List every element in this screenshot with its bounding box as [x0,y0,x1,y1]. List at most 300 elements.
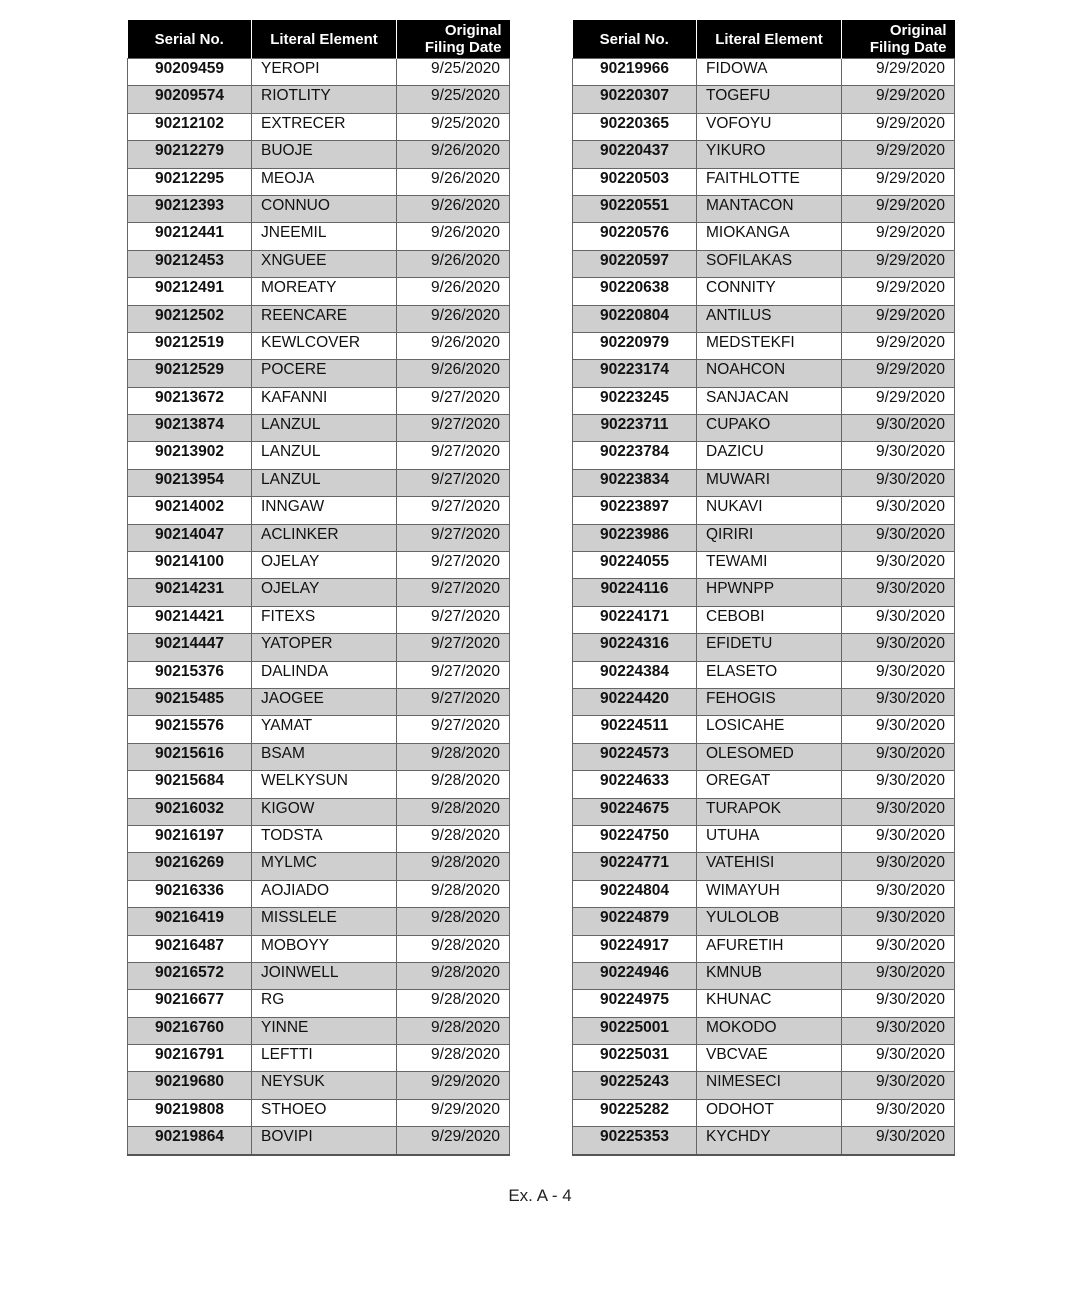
serial-number-cell: 90225282 [573,1099,697,1126]
filing-date-cell: 9/28/2020 [397,798,510,825]
serial-number-cell: 90220597 [573,250,697,277]
serial-number-cell: 90223784 [573,442,697,469]
literal-element-cell: MYLMC [252,853,397,880]
filing-date-cell: 9/30/2020 [842,1099,955,1126]
serial-number-cell: 90214002 [128,497,252,524]
table-row [128,250,510,277]
table-row [128,223,510,250]
literal-element-cell: LANZUL [252,415,397,442]
filing-date-cell: 9/30/2020 [842,688,955,715]
serial-number-cell: 90214100 [128,552,252,579]
filing-date-cell: 9/29/2020 [397,1127,510,1155]
serial-number-cell: 90213874 [128,415,252,442]
literal-element-cell: NOAHCON [697,360,842,387]
literal-element-cell: LOSICAHE [697,716,842,743]
literal-element-cell: POCERE [252,360,397,387]
table-row [128,86,510,113]
literal-element-cell: FIDOWA [697,59,842,86]
literal-element-cell: AOJIADO [252,880,397,907]
serial-number-cell: 90224384 [573,661,697,688]
table-row [128,1072,510,1099]
serial-number-cell: 90224055 [573,552,697,579]
filing-date-cell: 9/26/2020 [397,223,510,250]
serial-number-cell: 90220804 [573,305,697,332]
literal-element-cell: TEWAMI [697,552,842,579]
filing-date-cell: 9/27/2020 [397,606,510,633]
literal-element-cell: YINNE [252,1017,397,1044]
table-row [573,1072,955,1099]
serial-number-cell: 90212491 [128,278,252,305]
serial-number-cell: 90216677 [128,990,252,1017]
filing-date-cell: 9/30/2020 [842,825,955,852]
filing-date-cell: 9/29/2020 [842,113,955,140]
serial-number-cell: 90215485 [128,688,252,715]
serial-number-cell: 90224675 [573,798,697,825]
table-row [128,552,510,579]
table-row [573,962,955,989]
literal-element-cell: KAFANNI [252,387,397,414]
literal-element-cell: RG [252,990,397,1017]
literal-element-cell: YAMAT [252,716,397,743]
literal-element-cell: VOFOYU [697,113,842,140]
table-row [128,634,510,661]
filing-date-cell: 9/30/2020 [842,497,955,524]
literal-element-cell: KEWLCOVER [252,332,397,359]
literal-element-header: Literal Element [697,20,842,59]
table-row [128,853,510,880]
table-row [128,743,510,770]
serial-number-cell: 90220979 [573,332,697,359]
serial-number-cell: 90213954 [128,469,252,496]
serial-number-cell: 90224316 [573,634,697,661]
literal-element-cell: AFURETIH [697,935,842,962]
filing-date-cell: 9/30/2020 [842,771,955,798]
filing-date-cell: 9/27/2020 [397,579,510,606]
filing-date-cell: 9/28/2020 [397,935,510,962]
table-row [128,798,510,825]
filing-date-cell: 9/25/2020 [397,86,510,113]
table-row [573,716,955,743]
literal-element-cell: MEOJA [252,168,397,195]
serial-number-cell: 90224771 [573,853,697,880]
serial-number-cell: 90224917 [573,935,697,962]
literal-element-cell: DALINDA [252,661,397,688]
serial-number-cell: 90224511 [573,716,697,743]
filing-date-cell: 9/30/2020 [842,1045,955,1072]
literal-element-cell: LANZUL [252,469,397,496]
table-header-row [573,20,955,59]
literal-element-cell: YATOPER [252,634,397,661]
serial-number-cell: 90224946 [573,962,697,989]
filing-date-cell: 9/29/2020 [842,250,955,277]
table-row [128,908,510,935]
table-row [128,990,510,1017]
serial-number-cell: 90224573 [573,743,697,770]
literal-element-cell: LANZUL [252,442,397,469]
filing-date-cell: 9/25/2020 [397,113,510,140]
literal-element-cell: MISSLELE [252,908,397,935]
table-row [128,716,510,743]
filing-date-cell: 9/30/2020 [842,990,955,1017]
table-row [573,853,955,880]
literal-element-cell: SANJACAN [697,387,842,414]
table-row [128,442,510,469]
literal-element-cell: OREGAT [697,771,842,798]
serial-number-cell: 90223897 [573,497,697,524]
filing-date-cell: 9/27/2020 [397,634,510,661]
literal-element-cell: TURAPOK [697,798,842,825]
filing-date-header-line1: Original [444,22,502,39]
serial-number-cell: 90212453 [128,250,252,277]
filing-date-cell: 9/28/2020 [397,1045,510,1072]
literal-element-cell: JAOGEE [252,688,397,715]
literal-element-cell: JNEEMIL [252,223,397,250]
filing-date-cell: 9/30/2020 [842,1017,955,1044]
table-row [573,497,955,524]
filing-date-cell: 9/30/2020 [842,634,955,661]
table-row [573,771,955,798]
serial-number-cell: 90225001 [573,1017,697,1044]
table-row [128,332,510,359]
serial-number-cell: 90220437 [573,141,697,168]
table-row [573,469,955,496]
serial-no-header: Serial No. [573,20,697,59]
literal-element-cell: CONNUO [252,195,397,222]
serial-number-cell: 90212529 [128,360,252,387]
table-row [573,360,955,387]
literal-element-cell: BUOJE [252,141,397,168]
table-row [128,688,510,715]
filing-date-cell: 9/29/2020 [842,305,955,332]
serial-number-cell: 90209459 [128,59,252,86]
filing-date-cell: 9/30/2020 [842,716,955,743]
serial-number-cell: 90219680 [128,1072,252,1099]
serial-number-cell: 90224116 [573,579,697,606]
filing-date-cell: 9/27/2020 [397,552,510,579]
serial-number-cell: 90223711 [573,415,697,442]
table-row [573,990,955,1017]
serial-number-cell: 90219808 [128,1099,252,1126]
table-row [128,771,510,798]
literal-element-cell: DAZICU [697,442,842,469]
filing-date-cell: 9/26/2020 [397,195,510,222]
serial-number-cell: 90219864 [128,1127,252,1155]
table-row [573,606,955,633]
table-row [573,798,955,825]
serial-number-cell: 90224420 [573,688,697,715]
literal-element-cell: ODOHOT [697,1099,842,1126]
table-row [573,387,955,414]
literal-element-cell: KHUNAC [697,990,842,1017]
literal-element-cell: SOFILAKAS [697,250,842,277]
filing-date-cell: 9/29/2020 [842,195,955,222]
filing-date-cell: 9/28/2020 [397,962,510,989]
table-row [573,415,955,442]
filing-date-cell: 9/28/2020 [397,771,510,798]
literal-element-cell: MIOKANGA [697,223,842,250]
filing-date-cell: 9/30/2020 [842,469,955,496]
literal-element-cell: KMNUB [697,962,842,989]
literal-element-cell: CONNITY [697,278,842,305]
literal-element-cell: KIGOW [252,798,397,825]
literal-element-cell: MOKODO [697,1017,842,1044]
literal-element-cell: STHOEO [252,1099,397,1126]
filing-date-cell: 9/30/2020 [842,606,955,633]
filing-date-cell: 9/27/2020 [397,688,510,715]
filing-date-cell: 9/29/2020 [842,223,955,250]
filing-date-cell: 9/27/2020 [397,661,510,688]
literal-element-cell: MANTACON [697,195,842,222]
filing-date-header-line2: Filing Date [424,39,502,56]
table-row [128,141,510,168]
serial-number-cell: 90213902 [128,442,252,469]
serial-number-cell: 90224171 [573,606,697,633]
serial-number-cell: 90212519 [128,332,252,359]
table-row [128,113,510,140]
filing-date-cell: 9/29/2020 [397,1072,510,1099]
literal-element-cell: MOREATY [252,278,397,305]
serial-number-cell: 90224975 [573,990,697,1017]
serial-number-cell: 90223834 [573,469,697,496]
serial-number-cell: 90216760 [128,1017,252,1044]
filing-date-cell: 9/27/2020 [397,524,510,551]
table-row [128,195,510,222]
filing-date-cell: 9/30/2020 [842,935,955,962]
literal-element-cell: CUPAKO [697,415,842,442]
table-row [573,168,955,195]
table-row [128,360,510,387]
serial-number-cell: 90219966 [573,59,697,86]
filing-date-cell: 9/30/2020 [842,798,955,825]
serial-number-cell: 90216419 [128,908,252,935]
table-row [573,1017,955,1044]
serial-number-cell: 90212393 [128,195,252,222]
serial-number-cell: 90212279 [128,141,252,168]
table-row [128,1045,510,1072]
literal-element-cell: MOBOYY [252,935,397,962]
filing-date-cell: 9/30/2020 [842,1127,955,1155]
filing-date-cell: 9/29/2020 [842,59,955,86]
table-row [573,825,955,852]
table-row [573,579,955,606]
literal-element-cell: CEBOBI [697,606,842,633]
table-row [128,278,510,305]
serial-number-cell: 90214421 [128,606,252,633]
filing-date-cell: 9/30/2020 [842,524,955,551]
filing-date-cell: 9/29/2020 [842,168,955,195]
table-row [128,387,510,414]
trademark-table-left [127,20,510,1156]
filing-date-cell: 9/26/2020 [397,250,510,277]
serial-number-cell: 90216791 [128,1045,252,1072]
table-row [573,305,955,332]
literal-element-cell: YEROPI [252,59,397,86]
table-row [128,825,510,852]
serial-number-cell: 90223245 [573,387,697,414]
filing-date-cell: 9/27/2020 [397,442,510,469]
serial-number-cell: 90213672 [128,387,252,414]
literal-element-cell: OJELAY [252,579,397,606]
literal-element-cell: INNGAW [252,497,397,524]
filing-date-cell: 9/30/2020 [842,579,955,606]
filing-date-cell: 9/27/2020 [397,716,510,743]
filing-date-header-line2: Filing Date [869,39,947,56]
serial-number-cell: 90216336 [128,880,252,907]
table-row [573,1127,955,1155]
table-row [128,1099,510,1126]
filing-date-cell: 9/29/2020 [397,1099,510,1126]
table-row [128,497,510,524]
literal-element-cell: UTUHA [697,825,842,852]
literal-element-cell: FAITHLOTTE [697,168,842,195]
literal-element-cell: HPWNPP [697,579,842,606]
filing-date-cell: 9/29/2020 [842,86,955,113]
literal-element-cell: NUKAVI [697,497,842,524]
literal-element-cell: NIMESECI [697,1072,842,1099]
serial-number-cell: 90224633 [573,771,697,798]
filing-date-header [842,20,955,59]
serial-number-cell: 90212502 [128,305,252,332]
filing-date-cell: 9/28/2020 [397,908,510,935]
filing-date-cell: 9/30/2020 [842,661,955,688]
table-row [573,332,955,359]
table-row [128,524,510,551]
table-row [128,579,510,606]
filing-date-cell: 9/26/2020 [397,141,510,168]
table-row [128,168,510,195]
table-row [573,442,955,469]
filing-date-cell: 9/28/2020 [397,743,510,770]
table-row [128,606,510,633]
serial-number-cell: 90216487 [128,935,252,962]
literal-element-cell: YULOLOB [697,908,842,935]
table-row [128,1127,510,1155]
filing-date-cell: 9/30/2020 [842,1072,955,1099]
literal-element-cell: QIRIRI [697,524,842,551]
literal-element-cell: RIOTLITY [252,86,397,113]
serial-number-cell: 90220365 [573,113,697,140]
filing-date-cell: 9/28/2020 [397,880,510,907]
literal-element-cell: WELKYSUN [252,771,397,798]
filing-date-cell: 9/30/2020 [842,853,955,880]
filing-date-cell: 9/28/2020 [397,990,510,1017]
filing-date-cell: 9/30/2020 [842,442,955,469]
table-row [573,634,955,661]
literal-element-cell: MUWARI [697,469,842,496]
literal-element-cell: TOGEFU [697,86,842,113]
serial-number-cell: 90212102 [128,113,252,140]
literal-element-cell: JOINWELL [252,962,397,989]
table-row [573,113,955,140]
filing-date-cell: 9/27/2020 [397,387,510,414]
literal-element-cell: FITEXS [252,606,397,633]
serial-number-cell: 90225243 [573,1072,697,1099]
table-row [573,524,955,551]
serial-number-cell: 90224879 [573,908,697,935]
literal-element-cell: ELASETO [697,661,842,688]
serial-number-cell: 90212295 [128,168,252,195]
serial-number-cell: 90216572 [128,962,252,989]
table-row [128,935,510,962]
literal-element-cell: WIMAYUH [697,880,842,907]
serial-number-cell: 90215684 [128,771,252,798]
serial-number-cell: 90220638 [573,278,697,305]
table-row [573,86,955,113]
serial-number-cell: 90224750 [573,825,697,852]
table-row [128,661,510,688]
serial-number-cell: 90223174 [573,360,697,387]
table-row [573,935,955,962]
serial-number-cell: 90214447 [128,634,252,661]
table-row [573,195,955,222]
table-row [573,880,955,907]
literal-element-cell: XNGUEE [252,250,397,277]
table-row [128,469,510,496]
table-row [573,250,955,277]
literal-element-cell: EXTRECER [252,113,397,140]
literal-element-cell: VBCVAE [697,1045,842,1072]
serial-number-cell: 90216032 [128,798,252,825]
table-row [573,1045,955,1072]
filing-date-cell: 9/29/2020 [842,332,955,359]
table-row [573,552,955,579]
literal-element-header: Literal Element [252,20,397,59]
filing-date-cell: 9/30/2020 [842,415,955,442]
serial-number-cell: 90215576 [128,716,252,743]
serial-number-cell: 90220307 [573,86,697,113]
serial-number-cell: 90212441 [128,223,252,250]
filing-date-cell: 9/26/2020 [397,305,510,332]
table-row [573,223,955,250]
literal-element-cell: ANTILUS [697,305,842,332]
literal-element-cell: REENCARE [252,305,397,332]
filing-date-cell: 9/26/2020 [397,360,510,387]
filing-date-cell: 9/28/2020 [397,853,510,880]
literal-element-cell: OLESOMED [697,743,842,770]
table-header-row [128,20,510,59]
filing-date-cell: 9/29/2020 [842,387,955,414]
table-row [128,880,510,907]
serial-number-cell: 90220551 [573,195,697,222]
serial-number-cell: 90223986 [573,524,697,551]
serial-number-cell: 90214047 [128,524,252,551]
literal-element-cell: MEDSTEKFI [697,332,842,359]
serial-number-cell: 90220576 [573,223,697,250]
literal-element-cell: OJELAY [252,552,397,579]
serial-number-cell: 90215616 [128,743,252,770]
serial-number-cell: 90216269 [128,853,252,880]
literal-element-cell: KYCHDY [697,1127,842,1155]
literal-element-cell: LEFTTI [252,1045,397,1072]
filing-date-header [397,20,510,59]
literal-element-cell: VATEHISI [697,853,842,880]
literal-element-cell: TODSTA [252,825,397,852]
table-row [573,688,955,715]
table-row [573,908,955,935]
filing-date-cell: 9/28/2020 [397,1017,510,1044]
serial-number-cell: 90224804 [573,880,697,907]
filing-date-cell: 9/26/2020 [397,168,510,195]
literal-element-cell: BSAM [252,743,397,770]
serial-number-cell: 90220503 [573,168,697,195]
filing-date-cell: 9/26/2020 [397,278,510,305]
serial-number-cell: 90216197 [128,825,252,852]
table-row [128,59,510,86]
serial-number-cell: 90215376 [128,661,252,688]
table-row [128,305,510,332]
filing-date-cell: 9/29/2020 [842,278,955,305]
filing-date-cell: 9/30/2020 [842,908,955,935]
